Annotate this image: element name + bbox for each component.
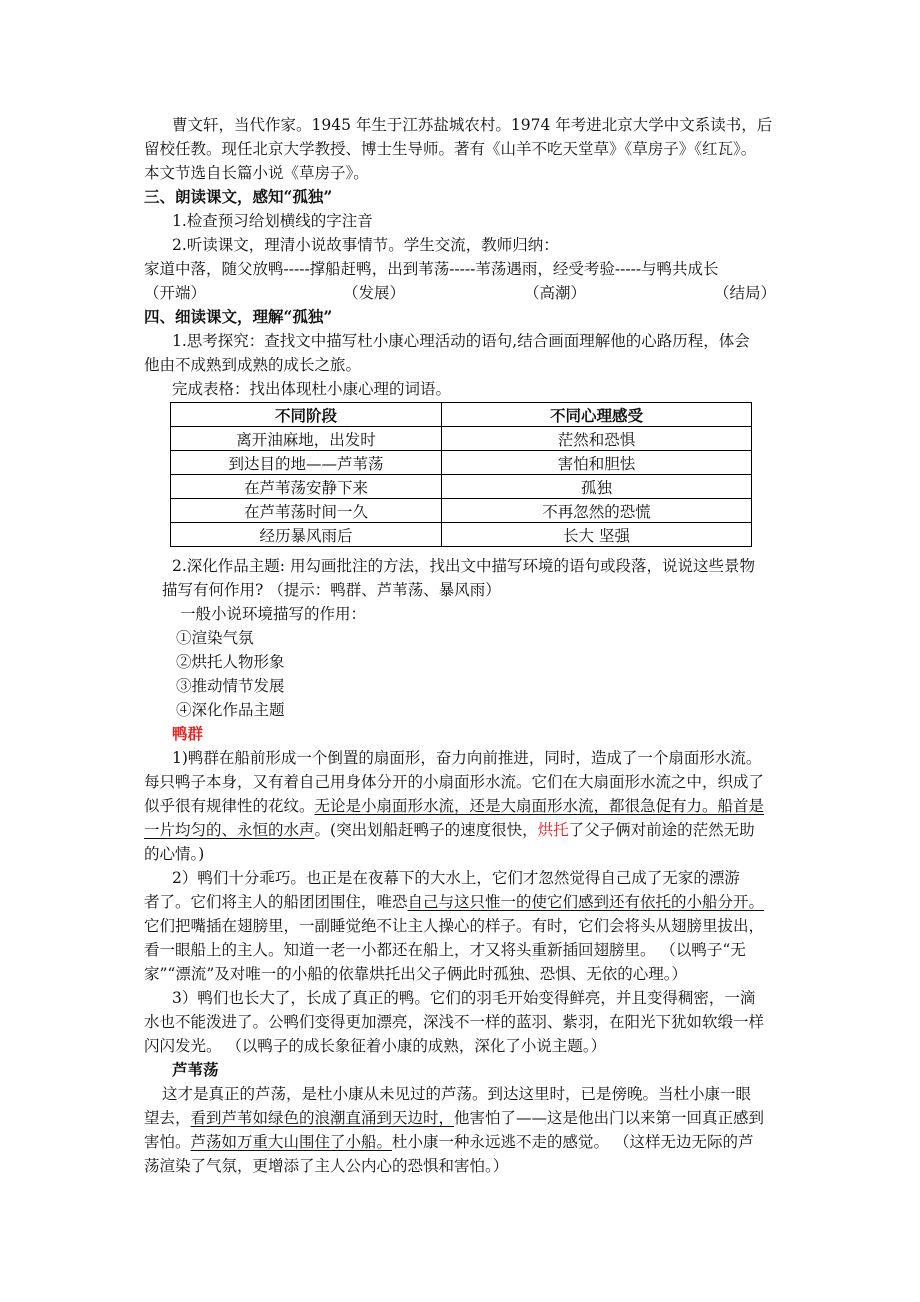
table-row bbox=[171, 475, 752, 499]
paragraph-line: 3）鸭们也长大了，长成了真正的鸭。它们的羽毛开始变得鲜亮，并且变得稠密，一滴 bbox=[172, 989, 756, 1007]
paragraph-line bbox=[144, 794, 764, 818]
subsection-heading-duck: 鸭群 bbox=[172, 724, 204, 743]
table-cell: 经历暴风雨后 bbox=[171, 523, 442, 547]
paragraph-line: 这才是真正的芦荡，是杜小康从未见过的芦荡。到达这里时，已是傍晚。当杜小康一眼 bbox=[162, 1085, 752, 1103]
paragraph-line: 荡渲染了气氛，更增添了主人公内心的恐惧和害怕。） bbox=[144, 1157, 509, 1175]
underlined-text: 看到芦苇如绿色的浪潮直涌到天边时， bbox=[190, 1109, 455, 1127]
table-cell: 茫然和恐惧 bbox=[442, 427, 752, 451]
text-span: 者了。它们将主人的船团团围住，唯恐 bbox=[144, 893, 408, 911]
paragraph-line: 1)鸭群在船前形成一个倒置的扇面形，奋力向前推进，同时，造成了一个扇面形水流。 bbox=[172, 749, 762, 767]
intro-line: 本文节选自长篇小说《草房子》。 bbox=[144, 164, 369, 182]
env-list-item: ③推动情节发展 bbox=[176, 677, 285, 695]
plot-line: 家道中落，随父放鸭-----撑船赶鸭，出到苇荡-----苇荡遇雨，经受考验-----与鸭共成长 bbox=[144, 260, 719, 278]
table-cell: 在芦苇荡安静下来 bbox=[171, 475, 442, 499]
table-cell: 不再忽然的恐慌 bbox=[442, 499, 752, 523]
env-list-item: ①渲染气氛 bbox=[176, 629, 254, 647]
question-line: 他由不成熟到成熟的成长之旅。 bbox=[144, 356, 362, 374]
table-cell: 在芦苇荡时间一久 bbox=[171, 499, 442, 523]
table-row bbox=[171, 523, 752, 547]
intro-line: 曹文轩，当代作家。1945 年生于江苏盐城农村。1974 年考进北京大学中文系读书，后 bbox=[172, 116, 773, 134]
paragraph-line: 2）鸭们十分乖巧。也正是在夜幕下的大水上，它们才忽然觉得自己成了无家的漂游 bbox=[172, 869, 740, 887]
underlined-text: 芦荡如万重大山围住了小船。 bbox=[190, 1133, 393, 1151]
underlined-text: 无论是小扇面形水流，还是大扇面形水流，都很急促有力。船首是 bbox=[314, 797, 765, 815]
paragraph-line: 水也不能泼进了。公鸭们变得更加漂亮，深浅不一样的蓝羽、紫羽，在阳光下犹如软缎一样 bbox=[144, 1013, 765, 1031]
env-list-item: ②烘托人物形象 bbox=[176, 653, 285, 671]
paragraph-line bbox=[144, 890, 764, 914]
text-span: 杜小康一种永远逃不走的感觉。 （这样无边无际的芦 bbox=[392, 1133, 754, 1151]
paragraph-line: 每只鸭子本身，又有着自己用身体分开的小扇面形水流。它们在大扇面形水流之中，织成了 bbox=[144, 773, 765, 791]
table-cell: 长大 坚强 bbox=[442, 523, 752, 547]
question-line: 2.深化作品主题: 用勾画批注的方法，找出文中描写环境的语句或段落，说说这些景物 bbox=[172, 557, 755, 575]
paragraph-line bbox=[144, 1130, 753, 1154]
paragraph-line: 看一眼船上的主人。知道一老一小都还在船上，才又将头重新插回翅膀里。 （以鸭子“无 bbox=[144, 941, 746, 959]
env-intro: 一般小说环境描写的作用： bbox=[180, 605, 367, 623]
table-row bbox=[171, 499, 752, 523]
table-header: 不同心理感受 bbox=[442, 403, 752, 427]
plot-stage: （发展） bbox=[343, 284, 406, 302]
text-span: 似乎很有规律性的花纹。 bbox=[144, 797, 315, 815]
paragraph-line: 闪闪发光。 （以鸭子的成长象征着小康的成熟，深化了小说主题。） bbox=[144, 1037, 607, 1055]
question-line: 描写有何作用? （提示：鸭群、芦苇荡、暴风雨） bbox=[162, 581, 501, 599]
highlight-text: 烘托 bbox=[537, 821, 569, 839]
table-header: 不同阶段 bbox=[171, 403, 442, 427]
text-span: 望去， bbox=[144, 1109, 191, 1127]
psychology-table bbox=[170, 402, 752, 547]
table-row bbox=[171, 427, 752, 451]
paragraph-line: 它们把嘴插在翅膀里，一副睡觉绝不让主人操心的样子。有时，它们会将头从翅膀里拔出， bbox=[144, 917, 765, 935]
text-span: 害怕。 bbox=[144, 1133, 191, 1151]
paragraph-line bbox=[144, 1106, 764, 1130]
table-header-row bbox=[171, 403, 752, 427]
section-heading: 四、细读课文，理解“孤独” bbox=[144, 307, 333, 326]
table-cell: 害怕和胆怯 bbox=[442, 451, 752, 475]
table-row bbox=[171, 451, 752, 475]
section-heading: 三、朗读课文，感知“孤独” bbox=[144, 187, 333, 206]
paragraph-line bbox=[144, 818, 755, 842]
question-line: 1.思考探究：查找文中描写杜小康心理活动的语句,结合画面理解他的心路历程，体会 bbox=[172, 332, 750, 350]
table-cell: 到达目的地——芦苇荡 bbox=[171, 451, 442, 475]
list-item: 2.听读课文，理清小说故事情节。学生交流，教师归纳： bbox=[172, 236, 559, 254]
subsection-heading-reed: 芦苇荡 bbox=[172, 1060, 219, 1079]
underlined-text: 自己与这只惟一的使它们感到还有依托的小船分开。 bbox=[407, 893, 765, 911]
text-span: 。(突出划船赶鸭子的速度很快， bbox=[314, 821, 538, 839]
plot-stage: （高潮） bbox=[524, 284, 587, 302]
plot-stage: （开端） bbox=[144, 284, 207, 302]
list-item: 1.检查预习给划横线的字注音 bbox=[172, 212, 373, 230]
table-cell: 孤独 bbox=[442, 475, 752, 499]
table-cell: 离开油麻地，出发时 bbox=[171, 427, 442, 451]
text-span: 他害怕了——这是他出门以来第一回真正感到 bbox=[454, 1109, 765, 1127]
underlined-text: 一片均匀的、永恒的水声 bbox=[144, 821, 315, 839]
paragraph-line: 家”“漂流”及对唯一的小船的依靠烘托出父子俩此时孤独、恐惧、无依的心理。） bbox=[144, 965, 688, 983]
env-list-item: ④深化作品主题 bbox=[176, 701, 285, 719]
plot-stage: （结局） bbox=[714, 284, 777, 302]
table-intro: 完成表格：找出体现杜小康心理的词语。 bbox=[172, 380, 452, 398]
paragraph-line: 的心情。) bbox=[144, 845, 205, 863]
intro-line: 留校任教。现任北京大学教授、博士生导师。著有《山羊不吃天堂草》《草房子》《红瓦》。 bbox=[144, 140, 757, 158]
text-span: 了父子俩对前途的茫然无助 bbox=[568, 821, 755, 839]
